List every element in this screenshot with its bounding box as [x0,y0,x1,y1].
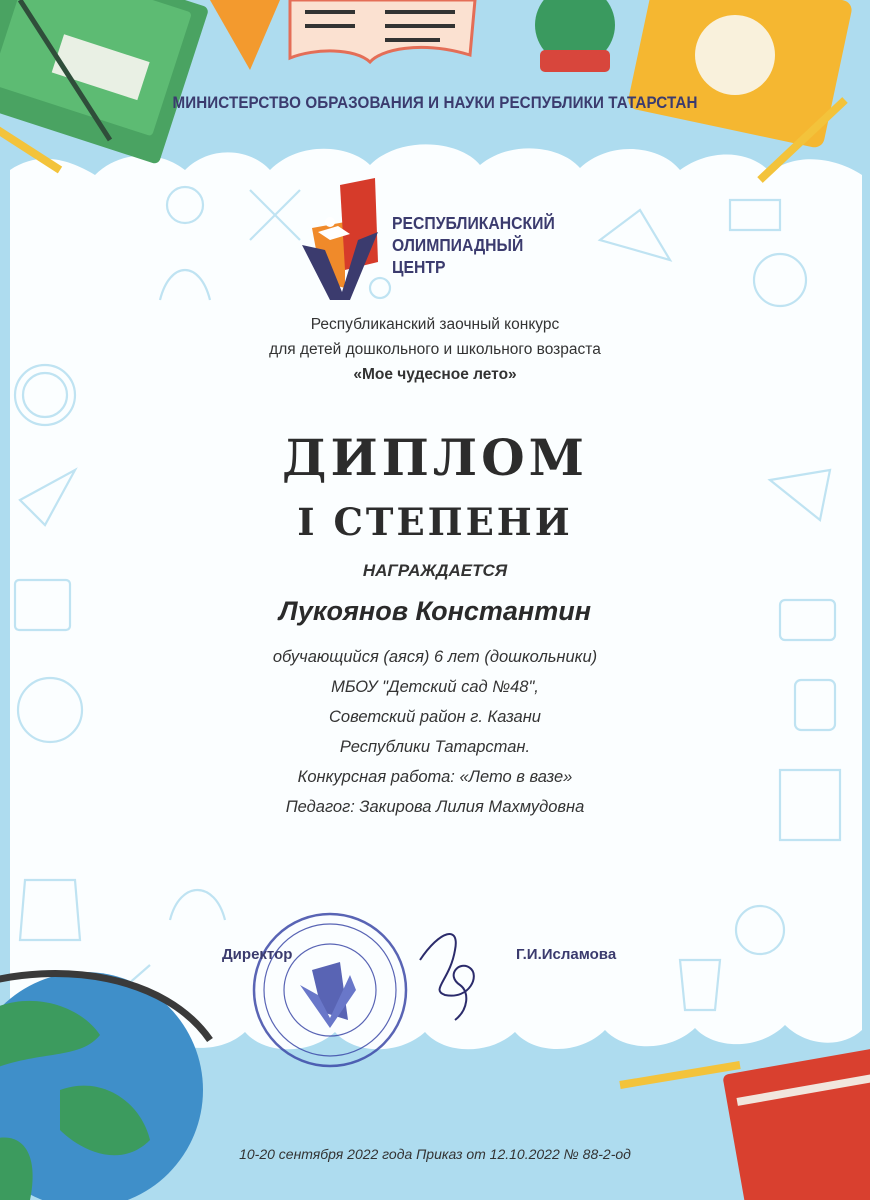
ruler-icon [210,0,280,70]
detail-line: Республики Татарстан. [339,738,531,756]
flask-icon [535,0,615,72]
ministry-title: МИНИСТЕРСТВО ОБРАЗОВАНИЯ И НАУКИ РЕСПУБЛИКИ ТАТАРСТАН [172,94,698,112]
contest-name: «Мое чудесное лето» [353,366,517,383]
open-book-icon [290,0,475,62]
globe-icon [0,972,210,1200]
director-name: Г.И.Исламова [516,946,617,963]
diploma-degree: I СТЕПЕНИ [297,500,573,544]
diploma-title: ДИПЛОМ [281,428,589,487]
center-name-line-2: ОЛИМПИАДНЫЙ [392,235,524,255]
detail-line: МБОУ "Детский сад №48", [331,678,539,696]
detail-line: Педагог: Закирова Лилия Махмудовна [285,798,585,816]
awarded-label: НАГРАЖДАЕТСЯ [362,561,508,580]
center-name-line-1: РЕСПУБЛИКАНСКИЙ [392,213,555,233]
detail-line: Конкурсная работа: «Лето в вазе» [297,768,573,786]
red-book-icon [722,1047,870,1200]
footer-order: 10-20 сентября 2022 года Приказ от 12.10.2022 № 88-2-од [239,1146,631,1162]
intro-line-2: для детей дошкольного и школьного возраста [269,341,601,358]
center-name-line-3: ЦЕНТР [392,257,446,277]
detail-line: обучающийся (аяся) 6 лет (дошкольники) [272,648,598,666]
center-name [392,212,555,278]
notebook-icon [0,0,209,165]
detail-line: Советский район г. Казани [328,708,541,726]
intro-line-1: Республиканский заочный конкурс [310,316,560,333]
director-title: Директор [222,946,293,963]
winner-name: Лукоянов Константин [278,596,592,626]
